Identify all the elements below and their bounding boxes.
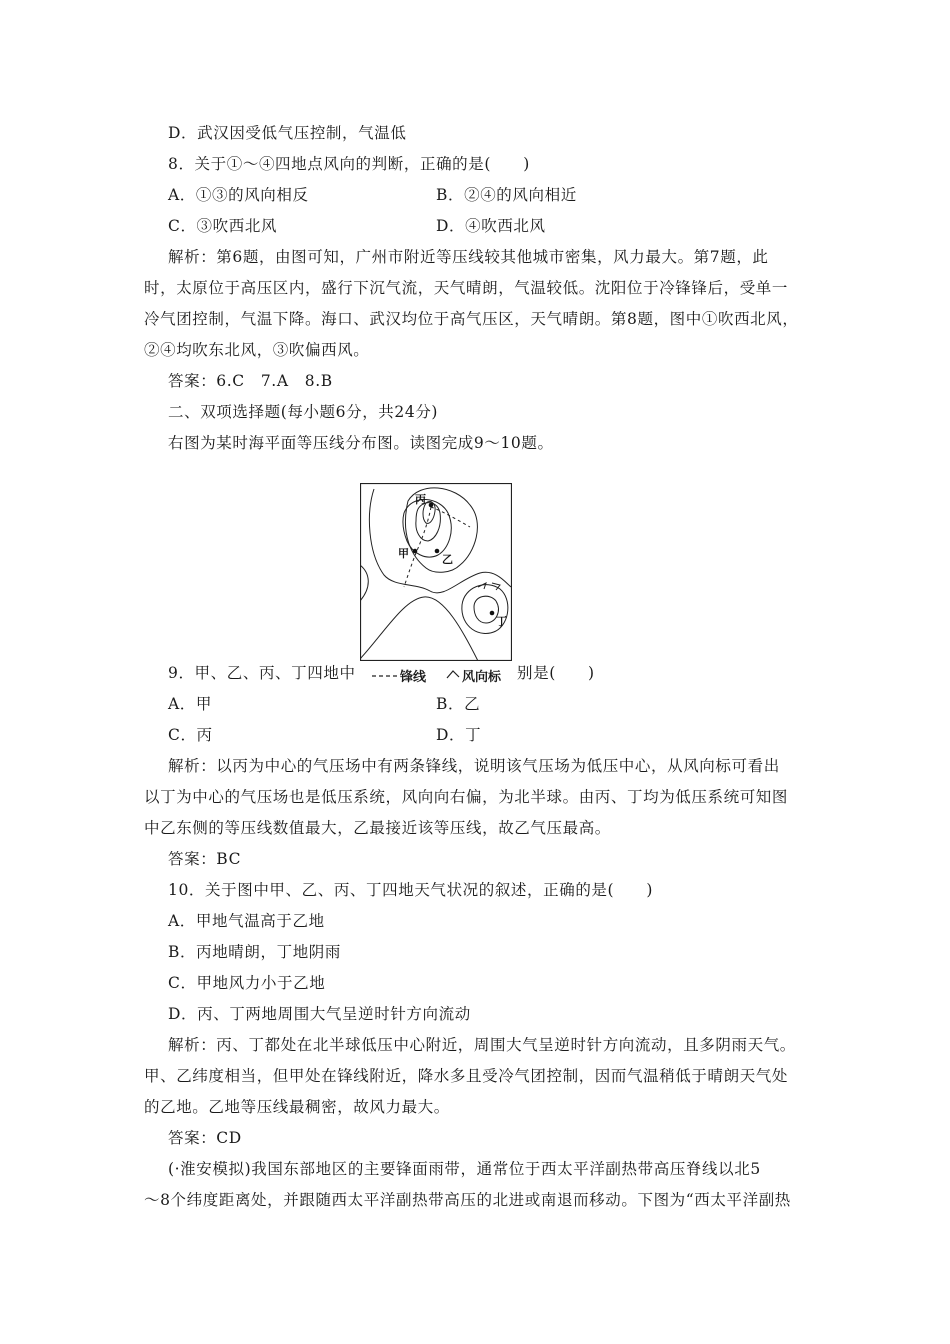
label-bing: 丙 [415, 493, 426, 506]
next-passage-line-1: (·淮安模拟)我国东部地区的主要锋面雨带，通常位于西太平洋副热带高压脊线以北5 [168, 1160, 761, 1178]
next-passage-line-2: ～8个纬度距离处，并跟随西太平洋副热带高压的北进或南退而移动。下图为“西太平洋副热 [144, 1191, 791, 1209]
q10-stem: 10．关于图中甲、乙、丙、丁四地天气状况的叙述，正确的是( ) [168, 881, 654, 899]
yi-point [435, 549, 440, 554]
q8-analysis-line-4: ②④均吹东北风，③吹偏西风。 [144, 341, 370, 359]
isobar-map [360, 483, 512, 661]
bing-point [429, 503, 434, 508]
wind-vane-legend-icon [446, 668, 460, 680]
q8-analysis-line-2: 时，太原位于高压区内，盛行下沉气流，天气晴朗，气温较低。沈阳位于冷锋锋后，受单一 [144, 279, 789, 297]
q9-stem-left: 9．甲、乙、丙、丁四地中 [168, 664, 356, 682]
q8-answer: 答案：6.C 7.A 8.B [168, 372, 333, 390]
q8-stem: 8．关于①～④四地点风向的判断，正确的是( ) [168, 155, 530, 173]
front-line-legend-icon [372, 672, 398, 680]
label-jia: 甲 [398, 547, 409, 560]
legend-wind-label: 风向标 [462, 670, 502, 685]
q9-option-a: A．甲 [168, 695, 212, 713]
q10-analysis-line-3: 的乙地。乙地等压线最稠密，故风力最大。 [144, 1098, 450, 1116]
q8-option-d: D．④吹西北风 [436, 217, 546, 235]
q10-answer: 答案：CD [168, 1129, 242, 1147]
q9-answer: 答案：BC [168, 850, 242, 868]
section-intro: 右图为某时海平面等压线分布图。读图完成9～10题。 [168, 434, 554, 452]
q8-analysis-line-1: 解析：第6题，由图可知，广州市附近等压线较其他城市密集，风力最大。第7题，此 [168, 248, 769, 266]
q9-analysis-line-3: 中乙东侧的等压线数值最大，乙最接近该等压线，故乙气压最高。 [144, 819, 611, 837]
q9-option-b: B．乙 [436, 695, 481, 713]
q9-option-c: C．丙 [168, 726, 213, 744]
q10-analysis-line-1: 解析：丙、丁都处在北半球低压中心附近，周围大气呈逆时针方向流动，且多阴雨天气。 [168, 1036, 796, 1054]
q10-analysis-line-2: 甲、乙纬度相当，但甲处在锋线附近，降水多且受冷气团控制，因而气温稍低于晴朗天气处 [144, 1067, 789, 1085]
q10-option-d: D．丙、丁两地周围大气呈逆时针方向流动 [168, 1005, 471, 1023]
q9-analysis-line-2: 以丁为中心的气压场也是低压系统，风向向右偏，为北半球。由丙、丁均为低压系统可知图 [144, 788, 789, 806]
q8-analysis-line-3: 冷气团控制，气温下降。海口、武汉均位于高气压区，天气晴朗。第8题，图中①吹西北风， [144, 310, 799, 328]
label-ding: 丁 [496, 615, 507, 628]
q8-option-b: B．②④的风向相近 [436, 186, 577, 204]
q9-analysis-line-1: 解析：以丙为中心的气压场中有两条锋线，说明该气压场为低压中心，从风向标可看出 [168, 757, 780, 775]
q9-stem-right: 别是( ) [517, 664, 595, 682]
q10-option-c: C．甲地风力小于乙地 [168, 974, 326, 992]
q8-option-a: A．①③的风向相反 [168, 186, 309, 204]
q10-option-b: B．丙地晴朗，丁地阴雨 [168, 943, 341, 961]
q9-option-d: D．丁 [436, 726, 482, 744]
label-yi: 乙 [442, 553, 453, 566]
section-heading: 二、双项选择题(每小题6分，共24分) [168, 403, 439, 421]
ding-point [490, 611, 495, 616]
q10-option-a: A．甲地气温高于乙地 [168, 912, 325, 930]
jia-point [413, 549, 418, 554]
q7-option-d: D．武汉因受低气压控制，气温低 [168, 124, 407, 142]
legend-front-label: 锋线 [400, 670, 427, 685]
q8-option-c: C．③吹西北风 [168, 217, 278, 235]
